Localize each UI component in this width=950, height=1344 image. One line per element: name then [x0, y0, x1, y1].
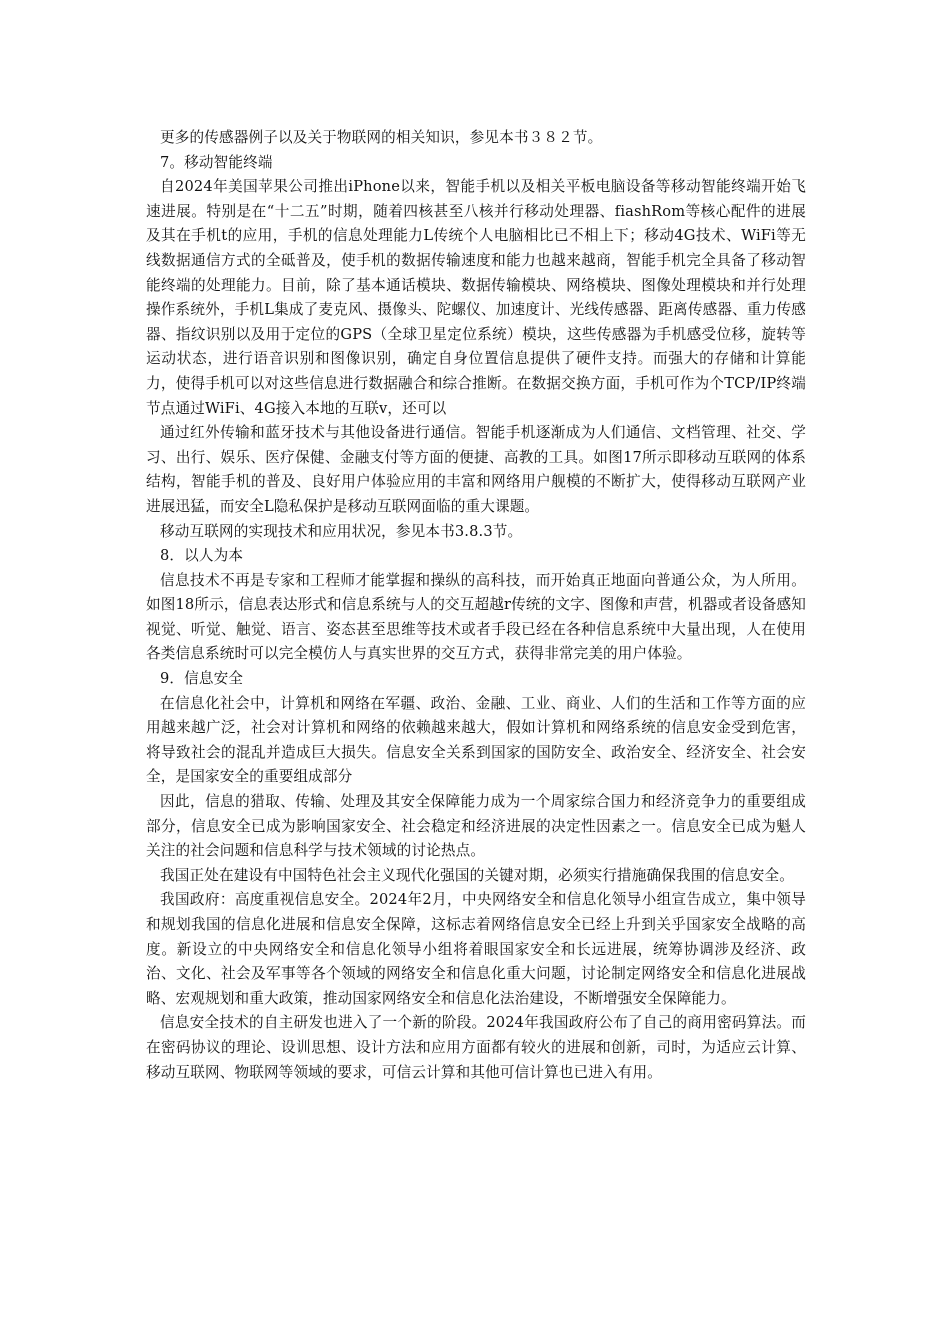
paragraph-security-4: 我国政府：高度重视信息安全。2024年2月，中央网络安全和信息化领导小组宣告成立，集中领导和规划我国的信息化进展和信息安全保障，这标志着网络信息安全已经上升到关乎国家安全战略的高度。新设立的中央网络安全和信息化领导小组将着眼国家安全和长远进展，统筹协调涉及经济、政治、文化、社会及军事等各个领域的网络安全和信息化重大问题，讨论制定网络安全和信息化进展战略、宏观规划和重大政策，推动国家网络安全和信息化法治建设，不断增强安全保障能力。: [146, 891, 806, 1007]
paragraph-security-5: 信息安全技术的自主研发也进入了一个新的阶段。2024年我国政府公布了自己的商用密码算法。而在密码协议的理论、设训思想、设计方法和应用方面都有较火的进展和创新，司时，为适应云计算、移动互联网、物联网等领域的要求，可信云计算和其他可信计算也已进入有用。: [146, 1014, 806, 1081]
paragraph-people-oriented: 信息技术不再是专家和工程师才能掌握和操纵的高科技，而开始真正地面向普通公众，为人所用。如图18所示，信息表达形式和信息系统与人的交互超越r传统的文字、图像和声营，机器或者设备感知视觉、听觉、触觉、语言、姿态甚至思维等技术或者手段已经在各种信息系统中大量出现，人在使用各类信息系统时可以完全模仿人与真实世界的交互方式，获得非常完美的用户体验。: [146, 571, 806, 663]
paragraph-security-2: 因此，信息的猎取、传输、处理及其安全保障能力成为一个周家综合国力和经济竞争力的重要组成部分，信息安全已成为影响国家安全、社会稳定和经济进展的决定性因素之一。信息安全已成为魁人关注的社会问题和信息科学与技术领域的讨论热点。: [146, 793, 806, 860]
paragraph-mobile-internet-reference: 移动互联网的实现技术和应用状况，参见本书3.8.3节。: [160, 522, 523, 540]
heading-information-security: 9．信息安全: [160, 670, 244, 688]
paragraph-mobile-terminal-1: 自2024年美国苹果公司推出iPhone以来，智能手机以及相关平板电脑设备等移动智能终端开始飞速进展。特别是在“十二五”时期，随着四核甚至八核并行移动处理器、fiashRom等核心配件的进展及其在手机t的应用，手机的信息处理能力L传统个人电脑相比已不相上下；移动4G技术、WiFi等无线数据通信方式的全砥普及，使手机的数据传输速度和能力也越来越商，智能手机完全具备了移动智能终端的处理能力。目前，除了基本通话模块、数据传输模块、网络模块、图像处理模块和并行处理操作系统外，手机L集成了麦克风、摄像头、陀螺仪、加速度计、光线传感器、距离传感器、重力传感器、指纹识别以及用于定位的GPS（全球卫星定位系统）模块，这些传感器为手机感受位移，旋转等运动状态，进行语音识别和图像识别，确定自身位置信息提供了硬件支持。而强大的存储和计算能力，使得手机可以对这些信息进行数据融合和综合推断。在数据交换方面，手机可作为个TCP/IP终端节点通过WiFi、4G接入本地的互联v，还可以: [146, 178, 806, 417]
heading-mobile-terminal: 7。移动智能终端: [160, 153, 273, 171]
paragraph-sensor-reference: 更多的传感器例子以及关于物联网的相关知识，参见本书３８２节。: [160, 129, 603, 146]
paragraph-security-1: 在信息化社会中，计算机和网络在军疆、政治、金融、工业、商业、人们的生活和工作等方面的应用越来越广泛，社会对计算机和网络的依赖越来越大，假如计算机和网络系统的信息安金受到危害，将导致社会的混乱并造成巨大损失。信息安全关系到国家的国防安全、政治安全、经济安全、社会安全，是国家安全的重要组成部分: [146, 694, 806, 786]
paragraph-security-3: 我国正处在建设有中国特色社会主义现代化强国的关键对期，必须实行措施确保我围的信息安全。: [160, 866, 794, 884]
heading-people-oriented: 8．以人为本: [160, 547, 244, 565]
paragraph-mobile-terminal-2: 通过红外传输和蓝牙技术与其他设备进行通信。智能手机逐渐成为人们通信、文档管理、社交、学习、出行、娱乐、医疗保健、金融支付等方面的便捷、高教的工具。如图17所示即移动互联网的体系结构，智能手机的普及、良好用户体验应用的丰富和网络用户舰模的不断扩大，使得移动互联网产业进展迅猛，而安全L隐私保护是移动互联网面临的重大课题。: [146, 424, 806, 515]
document-body: [146, 126, 806, 1085]
